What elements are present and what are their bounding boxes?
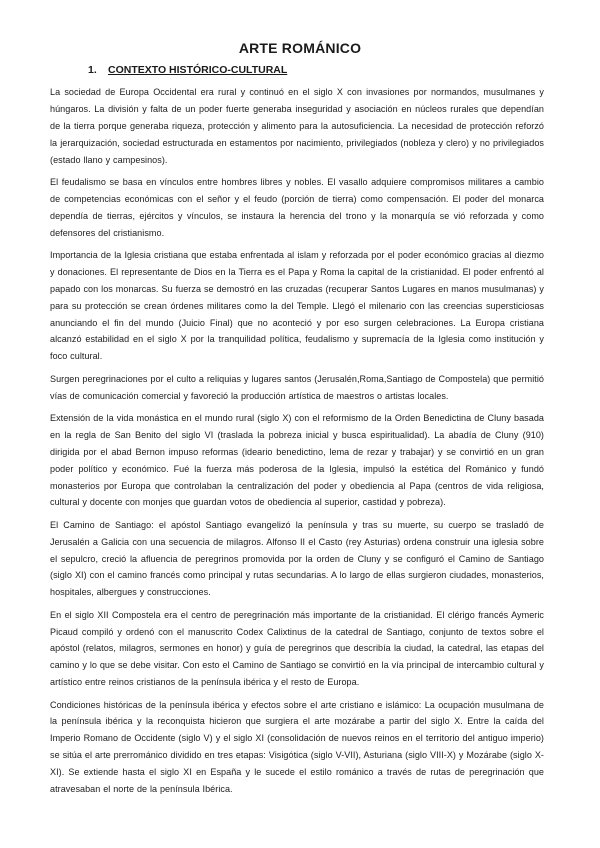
document-body	[50, 84, 544, 803]
paragraph-monastic-life: Extensión de la vida monástica en el mundo rural (siglo X) con el reformismo de la Orden Benedictina de Cluny basada en la regla de San Benito del siglo VI (traslada la pobreza inicial y busca espiritualidad). La abadía de Cluny (910) dirigida por el abad Bernon impuso reformas (ideario benedictino, lema de rezar y trabajar) y se convirtió en un gran poder político y económico. Fué la fuerza más poderosa de la Iglesia, impulsó la estética del Románico y fundó monasterios por Europa que controlaban la centralización del poder y obediencia al Papa (centros de vida religiosa, cultural y docente con monjes que guardan votos de obediencia al superior, castidad y pobreza).	[50, 412, 544, 508]
paragraph-pilgrimages: Surgen peregrinaciones por el culto a reliquias y lugares santos (Jerusalén,Roma,Santiago de Compostela) que permitió vías de comunicación comercial y favoreció la producción artística de maestros o artistas locales.	[50, 373, 544, 401]
section-number: 1.	[88, 64, 97, 76]
paragraph-compostela: En el siglo XII Compostela era el centro de peregrinación más importante de la cristianidad. El clérigo francés Aymeric Picaud compiló y ordenó con el manuscrito Codex Calixtinus de la catedral de Santiago, conjunto de textos sobre el apóstol (relatos, milagros, sermones en honor) y guía de peregrinos que describía la ciudad, la catedral, las etapas del camino y lo que se debe visitar. Con esto el Camino de Santiago se convirtió en la vía principal de intercambio cultural y artístico entre reinos cristianos de la península ibérica y el resto de Europa.	[50, 609, 544, 688]
paragraph-church: Importancia de la Iglesia cristiana que estaba enfrentada al islam y reforzada por el poder económico gracias al diezmo y donaciones. El representante de Dios en la Tierra es el Papa y Roma la capital de la cristianidad. El poder enfrentó al papado con los monarcas. Su fuerza se demostró en las cruzadas (recuperar Santos Lugares en manos musulmanas) y para su protección se crean órdenes militares como la del Temple. Llegó el milenario con las creencias supersticiosas anunciando el fin del mundo (Juicio Final) que no aconteció y por eso surgen celebraciones. La Europa cristiana alcanzó estabilidad en el siglo X por la tranquilidad política, feudalismo y supremacía de la Iglesia como institución y foco cultural.	[50, 249, 544, 362]
paragraph-iberian-conditions: Condiciones históricas de la península ibérica y efectos sobre el arte cristiano e islámico: La ocupación musulmana de la península ibérica y la reconquista hicieron que surgiera el arte mozárabe a partir del siglo X. Entre la caída del Imperio Romano de Occidente (siglo V) y el siglo XI (consolidación de nuevos reinos en el territorio del antiguo imperio) se sitúa el arte prerrománico dividido en tres etapas: Visigótica (siglo V-VII), Asturiana (siglo VIII-X) y Mozárabe (siglo X-XI). Se extiende hasta el siglo XI en España y le sucede el estilo románico a través de rutas de peregrinación que atravesaban el norte de la península Ibérica.	[50, 699, 544, 795]
document-title: ARTE ROMÁNICO	[238, 40, 362, 56]
paragraph-society: La sociedad de Europa Occidental era rural y continuó en el siglo X con invasiones por normandos, musulmanes y húngaros. La división y falta de un poder fuerte generaba inseguridad y asociación en núcleos rurales que dependían de la tierra porque generaba riqueza, protección y alimento para la autosuficiencia. La necesidad de protección reforzó la jerarquización, sociedad estructurada en estamentos por nacimiento, privilegiados (nobleza y clero) y no privilegiados (estado llano y campesinos).	[50, 87, 544, 165]
section-heading	[88, 64, 287, 76]
section-heading-text: CONTEXTO HISTÓRICO-CULTURAL	[108, 64, 288, 76]
paragraph-feudalism: El feudalismo se basa en vínculos entre hombres libres y nobles. El vasallo adquiere compromisos militares a cambio de competencias económicas con el señor y el feudo (porción de tierra) como compensación. El poder del monarca dependía de tierras, ejércitos y vínculos, se instaura la herencia del trono y la monarquía se vió reforzada y como defensores del cristianismo.	[50, 176, 544, 238]
paragraph-camino-santiago: El Camino de Santiago: el apóstol Santiago evangelizó la península y tras su muerte, su cuerpo se trasladó de Jerusalén a Galicia con una secuencia de milagros. Alfonso II el Casto (rey Asturias) ordena construir una iglesia sobre el sepulcro, creció la afluencia de peregrinos promovida por la orden de Cluny y se configuró el Camino de Santiago (siglo XI) con el camino francés como principal y rutas secundarias. A lo largo de ellas surgieron ciudades, monasterios, hospitales, albergues y construcciones.	[50, 519, 544, 598]
